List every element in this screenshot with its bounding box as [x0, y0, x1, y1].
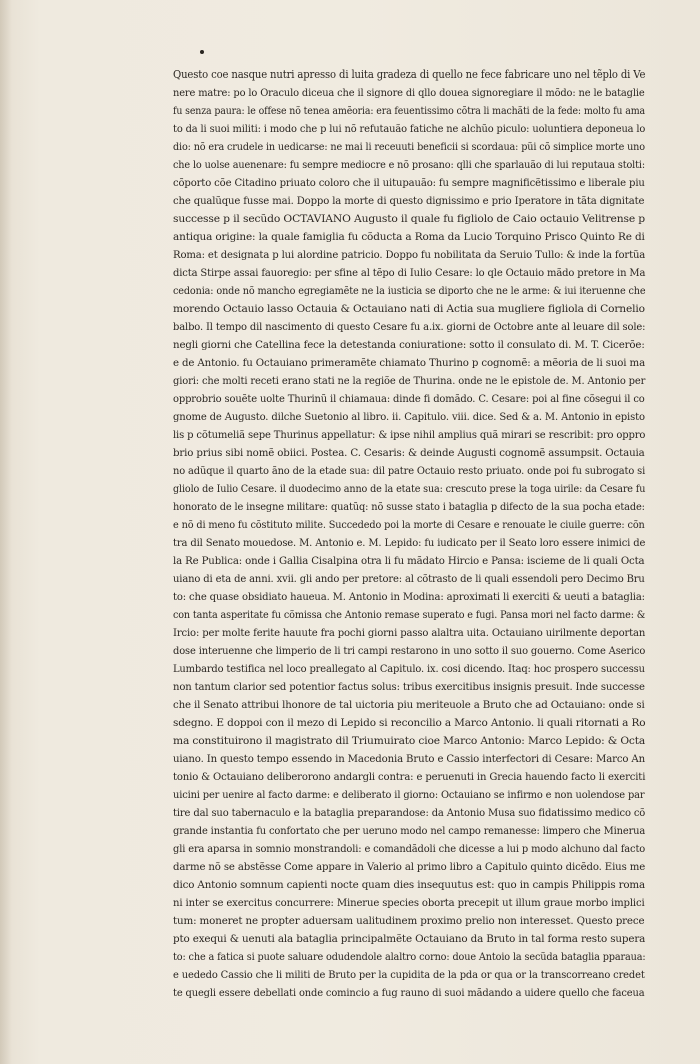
text-line: sdegno. E doppoi con il mezo di Lepido si reconcilio a Marco Antonio. li quali ritornati a Ro — [173, 717, 646, 729]
text-line: no adũque il quarto ãno de la etade sua: dil patre Octauio resto priuato. onde poi fu subrogato si — [173, 465, 646, 477]
text-line: negli giorni che Catellina fece la detestanda coniuratione: sotto il consulato di. M. T. Cicerõe: — [173, 339, 645, 351]
text-line: e de Antonio. fu Octauiano primeramẽte chiamato Thurino p cognomẽ: a mẽoria de li suoi ma — [173, 357, 646, 369]
text-line: Ircio: per molte ferite hauute fra pochi giorni passo alaltra uita. Octauiano uirilmente deportan — [173, 627, 646, 639]
text-line: dose interuenne che limperio de li tri campi restarono in uno sotto il suo gouerno. Come Aserico — [173, 645, 646, 657]
text-line: giori: che molti receti erano stati ne la regiõe de Thurina. onde ne le epistole de. M. Antonio per — [173, 375, 646, 387]
text-line: gliolo de Iulio Cesare. il duodecimo anno de la etate sua: crescuto prese la toga uirile: da Cesare fu — [173, 483, 646, 495]
text-line: che qualũque fusse mai. Doppo la morte di questo dignissimo e prio Iperatore in tãta dignitate — [173, 195, 645, 207]
text-line: cõporto cõe Citadino priuato coloro che il uitupauão: fu sempre magnificẽtissimo e liberale piu — [173, 177, 645, 189]
text-line: morendo Octauio lasso Octauia & Octauiano nati di Actia sua mugliere figliola di Cornelio — [173, 303, 645, 315]
text-line: non tantum clarior sed potentior factus solus: tribus exercitibus insignis presuit. Inde successe — [173, 681, 645, 693]
text-line: nere matre: po lo Oraculo diceua che il signore di qllo douea signoregiare il mõdo: ne le bataglie — [173, 87, 645, 99]
text-line: Roma: et designata p lui alordine patricio. Doppo fu nobilitata da Seruio Tullo: & inde la fortũa — [173, 249, 646, 261]
text-line: antiqua origine: la quale famiglia fu cõducta a Roma da Lucio Torquino Prisco Quinto Re di — [173, 231, 645, 243]
text-line: e uededo Cassio che li militi de Bruto per la cupidita de la pda or qua or la transcorreano credet — [173, 969, 645, 981]
text-line: darme nõ se abstẽsse Come appare in Valerio al primo libro a Capitulo quinto dicẽdo. Eius me — [173, 861, 646, 873]
text-line: cedonia: onde nõ mancho egregiamẽte ne la iusticia se diporto che ne le arme: & iui iteruenne che — [173, 285, 646, 297]
text-line: dico Antonio somnum capienti nocte quam dies insequutus est: quo in campis Philippis roma — [173, 879, 646, 891]
body-text-column — [173, 66, 646, 999]
text-line: to da li suoi militi: i modo che p lui nõ refutauão fatiche ne alchũo piculo: uoluntiera deponeua lo — [173, 123, 646, 135]
text-line: che lo uolse auenenare: fu sempre mediocre e nõ prosano: qlli che sparlauão di lui reputaua stolti: — [173, 159, 645, 171]
text-line: to: che a fatica si puote saluare odudendole alaltro corno: doue Antoio la secũda bataglia pparaua: — [173, 951, 646, 963]
text-line: Questo coe nasque nutri apresso di luita gradeza di quello ne fece fabricare uno nel tẽplo di Ve — [173, 68, 646, 81]
text-line: la Re Publica: onde i Gallia Cisalpina otra li fu mãdato Hircio e Pansa: iscieme de li quali Octa — [173, 555, 645, 567]
text-line: brio prius sibi nomẽ obiici. Postea. C. Cesaris: & deinde Augusti cognomẽ assumpsit. Octauia — [173, 447, 645, 459]
text-line: dicta Stirpe assai fauoregio: per sfine al tẽpo di Iulio Cesare: lo qle Octauio mãdo pretore in Ma — [173, 267, 646, 279]
text-line: lis p cõtumeliã sepe Thurinus appellatur: & ipse nihil amplius quã mirari se rescribit: pro oppro — [173, 429, 646, 441]
text-line: gli era aparsa in somnio monstrandoli: e comandãdoli che dicesse a lui p modo alchuno dal facto — [173, 843, 646, 855]
text-line: successe p il secũdo OCTAVIANO Augusto il quale fu figliolo de Caio octauio Velitrense p — [173, 213, 646, 225]
text-line: opprobrio souẽte uolte Thurinũ il chiamaua: dinde fi domãdo. C. Cesare: poi al fine cõsegui il co — [173, 393, 645, 405]
text-line: tire dal suo tabernaculo e la bataglia preparandose: da Antonio Musa suo fidatissimo medico cõ — [173, 807, 646, 819]
text-line: Lumbardo testifica nel loco preallegato al Capitulo. ix. cosi dicendo. Itaq: hoc prospero successu — [173, 663, 645, 675]
text-line: balbo. Il tempo dil nascimento di questo Cesare fu a.ix. giorni de Octobre ante al leuare dil sole: — [173, 321, 646, 333]
text-line: che il Senato attribui lhonore de tal uictoria piu meriteuole a Bruto che ad Octauiano: onde si — [173, 699, 645, 711]
text-line: dio: nõ era crudele in uedicarse: ne mai li receuuti beneficii si scordaua: pũi cõ simplice morte uno — [173, 141, 645, 153]
text-line: gnome de Augusto. dilche Suetonio al libro. ii. Capitulo. viii. dice. Sed & a. M. Antonio in episto — [173, 411, 645, 423]
text-line: tonio & Octauiano deliberorono andargli contra: e peruenuti in Grecia hauendo facto li exerciti — [173, 771, 646, 783]
text-line: con tanta asperitate fu cõmissa che Antonio remase superato e fugi. Pansa mori nel facto darme: & — [173, 609, 646, 621]
ink-dot — [200, 50, 204, 54]
text-line: uiano di eta de anni. xvii. gli ando per pretore: al cõtrasto de li quali essendoli pero Decimo Bru — [173, 573, 645, 585]
text-line: e nõ di meno fu cõstituto milite. Succededo poi la morte di Cesare e renouate le ciuile guerre: cõn — [173, 519, 645, 531]
text-line: tra dil Senato mouedose. M. Antonio e. M. Lepido: fu iudicato per il Seato loro essere inimici de — [173, 537, 646, 549]
text-line: uicini per uenire al facto darme: e deliberato il giorno: Octauiano se infirmo e non uolendose par — [173, 789, 645, 801]
text-line: fu senza paura: le offese nõ tenea amẽoria: era feuentissimo cõtra li machãti de la fede: molto fu ama — [173, 105, 645, 117]
text-line: grande instantia fu confortato che per ueruno modo nel campo remanesse: limpero che Minerua — [173, 825, 646, 837]
text-line: ni inter se exercitus concurrere: Minerue species oborta precepit ut illum graue morbo implici — [173, 897, 645, 909]
text-line: ma constituirono il magistrato dil Triumuirato cioe Marco Antonio: Marco Lepido: & Octa — [173, 735, 646, 747]
text-line: to: che quase obsidiato haueua. M. Antonio in Modina: aproximati li exerciti & ueuti a bataglia: — [173, 591, 645, 603]
text-line: honorato de le insegne militare: quatũq: nõ susse stato i bataglia p difecto de la sua pocha etade: — [173, 501, 645, 513]
text-line: tum: moneret ne propter aduersam ualitudinem proximo prelio non interesset. Questo prece — [173, 915, 645, 927]
text-line: pto exequi & uenuti ala bataglia principalmẽte Octauiano da Bruto in tal forma resto supera — [173, 933, 646, 945]
page-gutter-shadow — [0, 0, 12, 1064]
text-line: uiano. In questo tempo essendo in Macedonia Bruto e Cassio interfectori di Cesare: Marco An — [173, 753, 646, 765]
text-line: te quegli essere debellati onde comincio a fug rauno di suoi mãdando a uidere quello che faceua — [173, 987, 645, 999]
